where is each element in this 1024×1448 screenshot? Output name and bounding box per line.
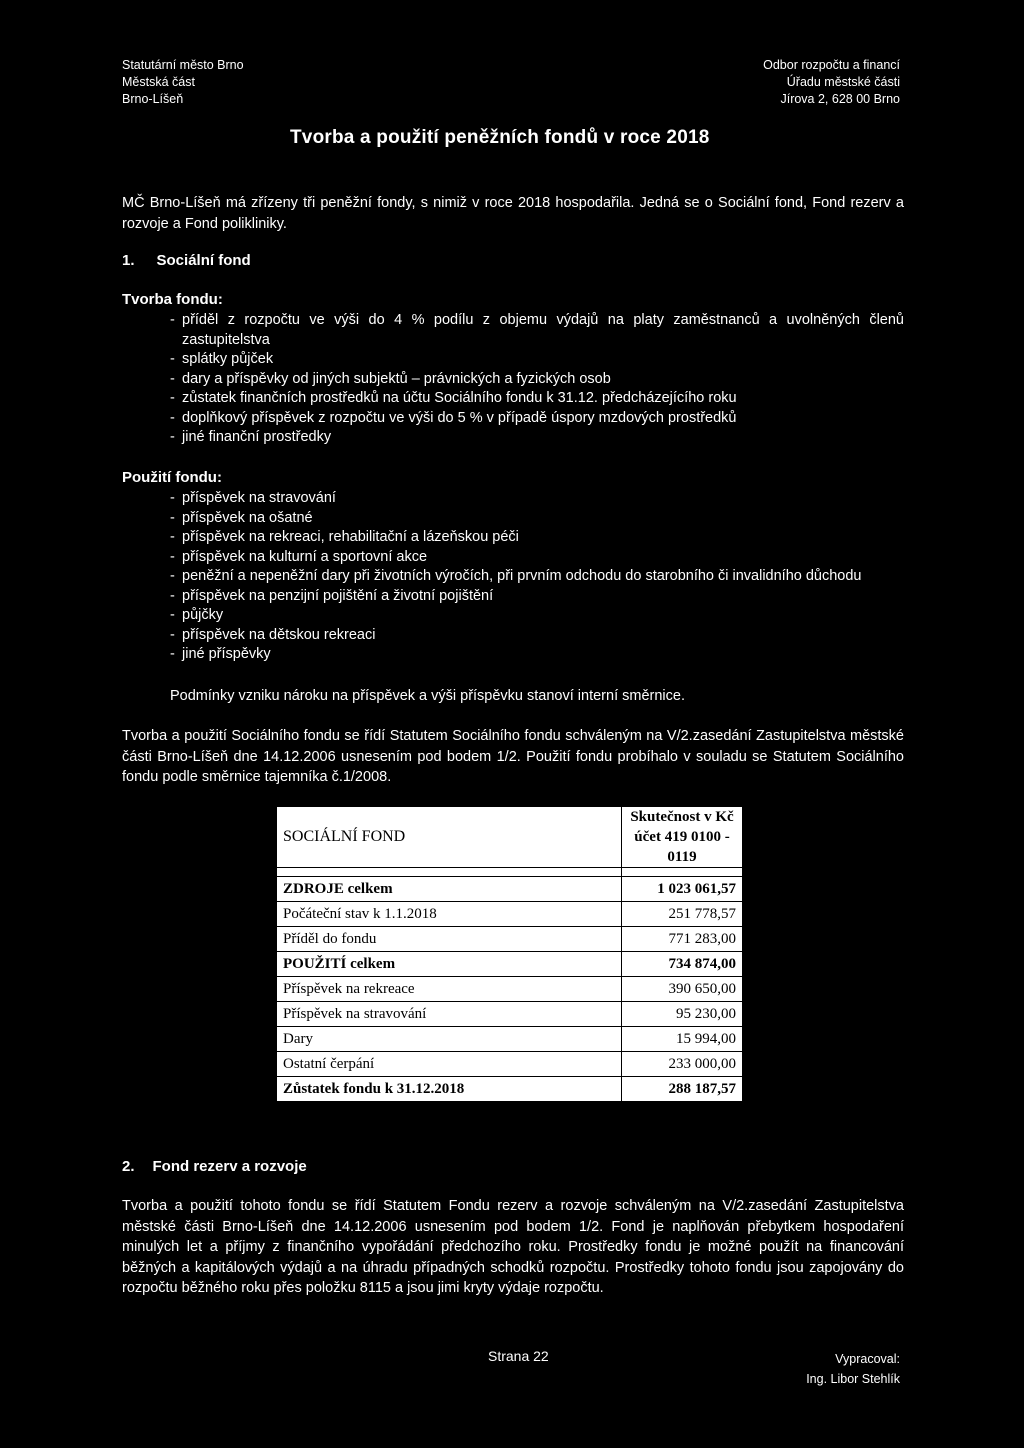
intro-paragraph: MČ Brno-Líšeň má zřízeny tři peněžní fondy, s nimiž v roce 2018 hospodařila. Jedná se o Sociální fond, Fond rezerv a rozvoje a Fond polikliniky.: [122, 195, 904, 232]
row-label: Příspěvek na rekreace: [277, 977, 622, 1002]
footer-author: [806, 1349, 900, 1389]
table-row: [277, 1027, 743, 1052]
list-item: - jiné příspěvky: [170, 645, 904, 665]
table-row: [277, 952, 743, 977]
table-row: [277, 1077, 743, 1102]
section-1-number: 1.: [122, 252, 135, 269]
fund-creation-heading: Tvorba fondu:: [122, 291, 223, 308]
section-2-paragraph: Tvorba a použití tohoto fondu se řídí Statutem Fondu rezerv a rozvoje schváleným na V/2.zasedání Zastupitelstva městské části Brno-Líšeň dne 14.12.2006 usnesením pod bodem 1/2. Fond je naplňován přebytkem hospodaření minulých let a příjmy z finančního vypořádání předchozího roku. Prostředky fondu je možné použít na financování běžných a kapitálových výdajů a na úhradu případných schodků rozpočtu. Prostředky tohoto fondu jsou zapojovány do rozpočtu běžného roku přes položku 8115 a jsou jimi kryty výdaje rozpočtu.: [122, 1198, 904, 1296]
row-label: Ostatní čerpání: [277, 1052, 622, 1077]
conditions-note: Podmínky vzniku nároku na příspěvek a výši příspěvku stanoví interní směrnice.: [170, 688, 685, 704]
list-item: - splátky půjček: [170, 350, 904, 370]
table-row: [277, 977, 743, 1002]
table-row: [277, 902, 743, 927]
header-right: [763, 57, 900, 108]
fund-creation-list: [170, 311, 904, 448]
table-header-amount-line1: Skutečnost v Kč: [630, 809, 734, 825]
row-label: Zůstatek fondu k 31.12.2018: [277, 1077, 622, 1102]
list-item: - příspěvek na penzijní pojištění a životní pojištění: [170, 587, 904, 607]
header-department: Odbor rozpočtu a financí: [763, 58, 900, 72]
row-label: POUŽITÍ celkem: [277, 952, 622, 977]
row-label: Příděl do fondu: [277, 927, 622, 952]
statute-paragraph: Tvorba a použití Sociálního fondu se řídí Statutem Sociálního fondu schváleným na V/2.zasedání Zastupitelstva městské části Brno-Líšeň dne 14.12.2006 usnesením pod bodem 1/2. Použití fondu probíhalo v souladu se Statutem Sociálního fondu podle směrnice tajemníka č.1/2008.: [122, 728, 904, 785]
list-item: - příspěvek na dětskou rekreaci: [170, 626, 904, 646]
row-value: 390 650,00: [622, 977, 743, 1002]
table-spacer: [277, 868, 743, 877]
row-label: Počáteční stav k 1.1.2018: [277, 902, 622, 927]
list-item: - peněžní a nepeněžní dary při životních výročích, při prvním odchodu do starobního či invalidního důchodu: [170, 567, 904, 587]
table-row: [277, 927, 743, 952]
table-row: [277, 1002, 743, 1027]
prepared-label: Vypracoval:: [835, 1352, 900, 1366]
header-address: Jírova 2, 628 00 Brno: [780, 92, 900, 106]
list-item: - příspěvek na ošatné: [170, 509, 904, 529]
list-item: - doplňkový příspěvek z rozpočtu ve výši do 5 % v případě úspory mzdových prostředků: [170, 409, 904, 429]
row-value: 288 187,57: [622, 1077, 743, 1102]
table-header-amount: [622, 807, 743, 868]
section-2-heading: [122, 1158, 307, 1175]
row-value: 771 283,00: [622, 927, 743, 952]
fund-usage-heading: Použití fondu:: [122, 469, 222, 486]
table-header-row: [277, 807, 743, 868]
table-row: [277, 1052, 743, 1077]
header-office: Úřadu městské části: [786, 75, 900, 89]
list-item: - příděl z rozpočtu ve výši do 4 % podílu z objemu výdajů na platy zaměstnanců a uvolněných členů zastupitelstva: [170, 311, 904, 350]
list-item: - příspěvek na rekreaci, rehabilitační a lázeňskou péči: [170, 528, 904, 548]
list-item: - zůstatek finančních prostředků na účtu Sociálního fondu k 31.12. předcházejícího roku: [170, 389, 904, 409]
section-1-heading: [122, 252, 251, 269]
list-item: - příspěvek na stravování: [170, 489, 904, 509]
row-value: 15 994,00: [622, 1027, 743, 1052]
section-2-number: 2.: [122, 1158, 135, 1175]
row-value: 95 230,00: [622, 1002, 743, 1027]
header-city: Statutární město Brno: [122, 58, 244, 72]
list-item: - půjčky: [170, 606, 904, 626]
prepared-by: Ing. Libor Stehlík: [806, 1372, 900, 1386]
fund-usage-list: [170, 489, 904, 665]
row-label: Příspěvek na stravování: [277, 1002, 622, 1027]
table-header-amount-line2: účet 419 0100 - 0119: [634, 829, 730, 865]
list-item: - příspěvek na kulturní a sportovní akce: [170, 548, 904, 568]
section-2-title: Fond rezerv a rozvoje: [152, 1158, 307, 1175]
list-item: - jiné finanční prostředky: [170, 428, 904, 448]
page-number: Strana 22: [488, 1348, 549, 1364]
row-label: Dary: [277, 1027, 622, 1052]
section-1-title: Sociální fond: [156, 252, 251, 269]
row-value: 1 023 061,57: [622, 877, 743, 902]
row-value: 233 000,00: [622, 1052, 743, 1077]
list-item: - dary a příspěvky od jiných subjektů – právnických a fyzických osob: [170, 370, 904, 390]
table-header-fund: SOCIÁLNÍ FOND: [277, 807, 622, 868]
page-title: Tvorba a použití peněžních fondů v roce 2018: [290, 127, 710, 148]
row-value: 251 778,57: [622, 902, 743, 927]
header-left: [122, 57, 244, 108]
header-district: Brno-Líšeň: [122, 92, 184, 106]
header-district-label: Městská část: [122, 75, 195, 89]
row-value: 734 874,00: [622, 952, 743, 977]
row-label: ZDROJE celkem: [277, 877, 622, 902]
social-fund-table: [276, 806, 743, 1102]
table-row: [277, 877, 743, 902]
